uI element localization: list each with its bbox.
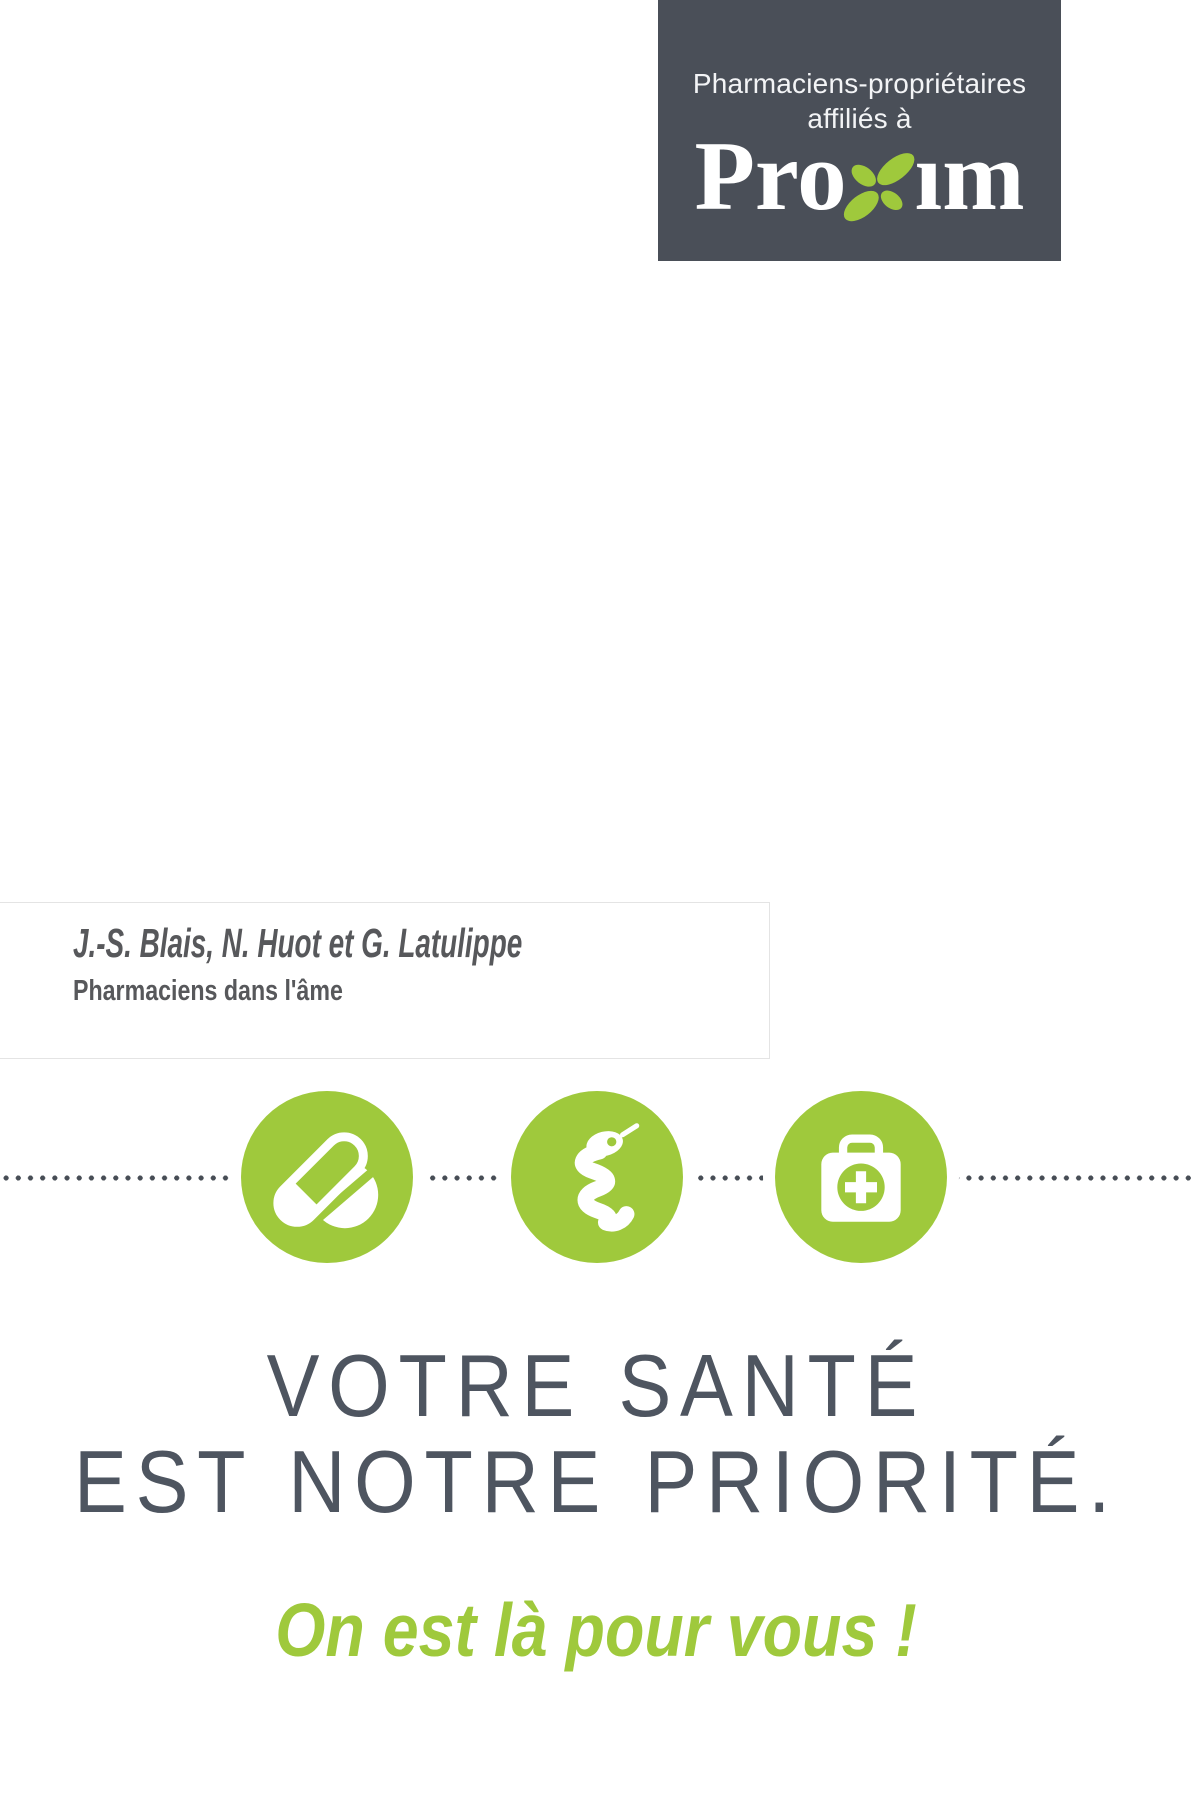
proxim-logo-text-left: Pro [694,121,847,231]
proxim-x-flower-icon [840,148,922,228]
owners-panel [0,902,770,1059]
proxim-brand-box [658,0,1061,261]
owner-names: J.-S. Blais, N. Huot et G. Latulippe [73,920,523,966]
first-aid-case-icon [797,1113,925,1241]
asclepius-snake-icon [533,1113,661,1241]
icon-circle-pharmacy-snake [511,1091,683,1263]
headline-line2: EST NOTRE PRIORITÉ. [73,1432,1119,1531]
headline [0,1338,1192,1530]
green-tagline [0,1588,1192,1672]
proxim-logo [658,121,1061,231]
icon-circle-first-aid [775,1091,947,1263]
capsule-and-tablet-icon [263,1113,391,1241]
brand-tagline-line2: affiliés à [807,103,912,134]
icon-circle-medication [241,1091,413,1263]
headline-line1: VOTRE SANTÉ [266,1336,926,1435]
brand-tagline-line1: Pharmaciens-propriétaires [692,68,1027,99]
owner-subtitle: Pharmaciens dans l'âme [73,975,343,1007]
green-tagline-text: On est là pour vous ! [275,1588,917,1672]
proxim-logo-text-right: ım [914,121,1025,231]
